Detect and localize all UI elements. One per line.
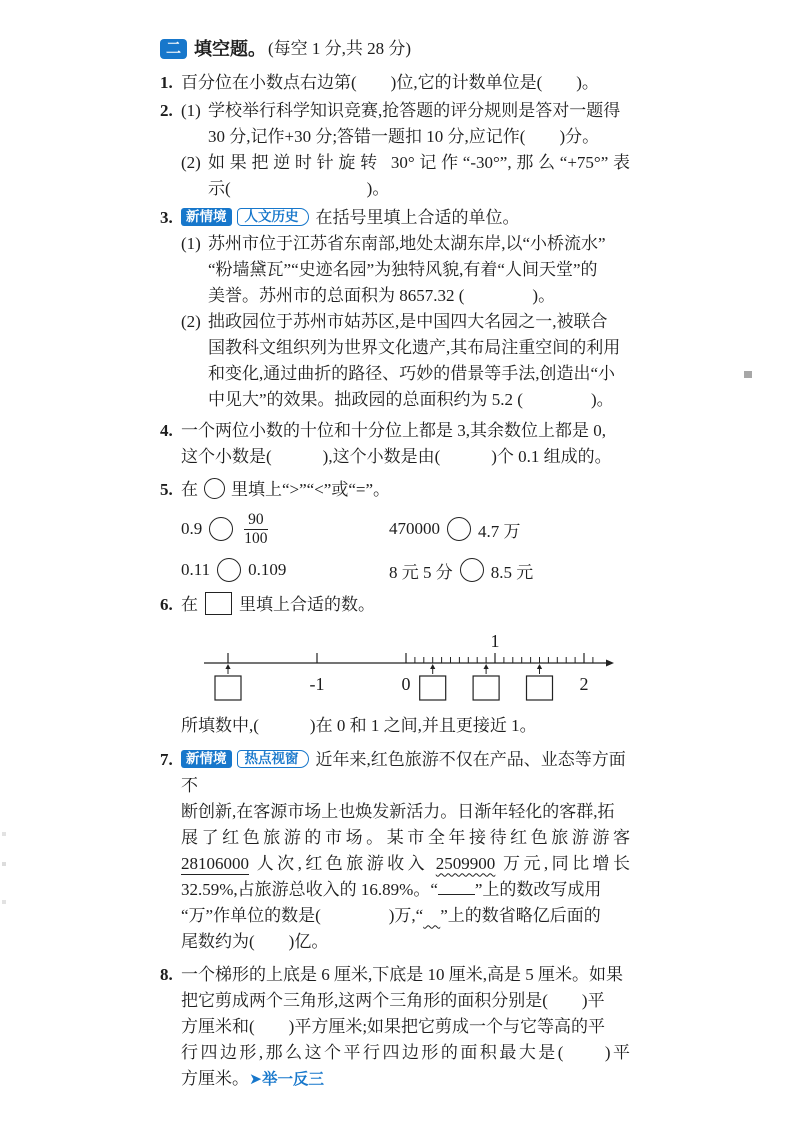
section-score-note: (每空 1 分,共 28 分) (268, 39, 412, 58)
section-number-badge: 二 (160, 39, 187, 59)
analogy-practice-link: ➤举一反三 (249, 1070, 324, 1088)
question-6-note: 所填数中,( )在 0 和 1 之间,并且更接近 1。 (181, 715, 537, 735)
comparison-left-value: 0.9 (181, 519, 203, 539)
question-8-line: 把它剪成两个三角形,这两个三角形的面积分别是( )平 (181, 990, 605, 1010)
question-7-text: ”上的数改写成用 (474, 879, 602, 899)
question-7-line-3: 展了红色旅游的市场。某市全年接待红色旅游游客 (181, 827, 630, 847)
question-3-part-1 (181, 231, 630, 309)
question-5-intro-suffix: 里填上“>”“<”或“=”。 (231, 480, 391, 499)
question-5-number: 5. (160, 480, 173, 499)
section-title: 填空题。 (194, 39, 266, 59)
comparison-row-1 (181, 511, 630, 548)
question-7-text: “万”作单位的数是( )万,“ (181, 905, 424, 925)
question-8-line: 方厘米和( )平方厘米;如果把它剪成一个与它等高的平 (181, 1016, 606, 1036)
question-7-text: ”上的数省略亿后面的 (440, 905, 601, 925)
question-2-2-line: 示( )。 (208, 179, 390, 198)
comparison-item (181, 511, 389, 548)
svg-text:-1: -1 (309, 673, 325, 694)
comparison-left-value: 0.11 (181, 560, 211, 580)
question-7-text: 32.59%,占旅游总收入的 16.89%。“ (181, 879, 438, 899)
question-6-intro-suffix: 里填上合适的数。 (239, 594, 375, 614)
svg-text:0: 0 (401, 673, 411, 694)
question-4 (160, 418, 630, 470)
question-6-intro (181, 592, 630, 618)
question-1-number: 1. (160, 73, 173, 92)
question-6-intro-prefix: 在 (181, 594, 198, 614)
question-7-line-5 (181, 877, 630, 903)
question-8-line: 一个梯形的上底是 6 厘米,下底是 10 厘米,高是 5 厘米。如果 (181, 964, 623, 984)
question-3 (160, 205, 630, 413)
question-8-line: 行四边形,那么这个平行四边形的面积最大是( )平 (181, 1042, 630, 1062)
comparison-grid (160, 511, 630, 583)
question-3-1-line: 美誉。苏州市的总面积为 8657.32 ( )。 (208, 286, 556, 305)
question-2-part-1 (181, 98, 630, 150)
comparison-right-value: 0.109 (248, 560, 287, 580)
question-5-intro (181, 477, 630, 503)
question-1 (160, 70, 630, 96)
comparison-right-value: 4.7 万 (478, 521, 521, 541)
fraction-denominator: 100 (244, 529, 268, 547)
number-line-svg (197, 628, 627, 706)
scan-artifact (2, 900, 6, 904)
fill-blank-wavy (423, 903, 440, 929)
question-4-line: 一个两位小数的十位和十分位上都是 3,其余数位上都是 0, (181, 421, 606, 440)
question-3-1-line: “粉墙黛瓦”“史迹名园”为独特风貌,有着“人间天堂”的 (208, 260, 598, 279)
number-line-figure (197, 628, 630, 711)
question-7-line-7: 尾数约为( )亿。 (181, 931, 329, 951)
question-5-intro-prefix: 在 (181, 480, 198, 499)
question-7-line-1 (181, 747, 630, 799)
question-3-2-line: 国教科文组织列为世界文化遗产,其布局注重空间的利用 (208, 338, 621, 357)
question-7-text: 近年来,红色旅游不仅在产品、业态等方面不 (181, 749, 626, 795)
question-1-text: 百分位在小数点右边第( )位,它的计数单位是( )。 (181, 73, 599, 92)
question-7-text: 人次,红色旅游收入 (249, 853, 436, 873)
svg-text:1: 1 (490, 630, 500, 651)
question-3-intro-text: 在括号里填上合适的单位。 (315, 208, 520, 227)
question-2-1-line: 30 分,记作+30 分;答错一题扣 10 分,应记作( )分。 (208, 127, 600, 146)
question-6 (160, 592, 630, 739)
question-3-2-line: 拙政园位于苏州市姑苏区,是中国四大名园之一,被联合 (208, 312, 608, 331)
question-8-number: 8. (160, 964, 173, 984)
question-8 (160, 962, 630, 1093)
question-3-2-line: 中见大”的效果。拙政园的总面积约为 5.2 ( )。 (208, 390, 614, 409)
question-8-last-line (181, 1066, 630, 1093)
svg-text:2: 2 (579, 673, 589, 694)
question-7-line-6 (181, 903, 630, 929)
underlined-number: 28106000 (181, 853, 249, 873)
question-2-1-line: 学校举行科学知识竞赛,抢答题的评分规则是答对一题得 (208, 101, 621, 120)
part-2-tag: (2) (181, 312, 201, 331)
question-7-number: 7. (160, 749, 173, 769)
question-7-line-4 (181, 851, 630, 877)
fill-blank-straight (438, 879, 475, 895)
comparison-circle-glyph (204, 478, 225, 499)
comparison-circle (217, 558, 241, 582)
scan-artifact (2, 862, 6, 866)
question-7 (160, 747, 630, 955)
fraction-numerator: 90 (244, 511, 268, 530)
comparison-left-value: 470000 (389, 519, 440, 539)
part-2-tag: (2) (181, 153, 201, 172)
hot-topic-badge: 热点视窗 (237, 750, 309, 768)
question-2-part-2 (181, 150, 630, 202)
question-5 (160, 477, 630, 503)
question-8-text: 方厘米。 (181, 1068, 249, 1088)
comparison-item (389, 558, 533, 583)
comparison-left-value: 8 元 5 分 (389, 562, 453, 582)
question-3-number: 3. (160, 208, 173, 227)
new-scenario-badge: 新情境 (181, 750, 232, 768)
question-2-2-line: 如果把逆时针旋转 30°记作“-30°”,那么“+75°”表 (208, 153, 630, 172)
section-header (160, 36, 630, 62)
comparison-item (389, 517, 521, 542)
question-3-part-2 (181, 309, 630, 413)
comparison-circle (447, 517, 471, 541)
question-3-intro (181, 205, 630, 231)
scan-artifact (2, 832, 6, 836)
question-7-line-2: 断创新,在客源市场上也焕发新活力。日渐年轻化的客群,拓 (181, 801, 615, 821)
question-2-number: 2. (160, 101, 173, 120)
comparison-right-value: 8.5 元 (490, 562, 534, 582)
comparison-item (181, 558, 389, 582)
part-1-tag: (1) (181, 234, 201, 253)
question-3-1-line: 苏州市位于江苏省东南部,地处太湖东岸,以“小桥流水” (208, 234, 606, 253)
fraction (240, 511, 271, 548)
scan-artifact (744, 371, 752, 378)
question-7-text: 万元,同比增长 (495, 853, 631, 873)
new-scenario-badge: 新情境 (181, 208, 232, 226)
humanities-history-badge: 人文历史 (237, 208, 309, 226)
answer-square-glyph (205, 592, 232, 615)
worksheet-content (160, 36, 630, 1093)
question-4-line: 这个小数是( ),这个小数是由( )个 0.1 组成的。 (181, 447, 612, 466)
part-1-tag: (1) (181, 101, 201, 120)
comparison-circle (209, 517, 233, 541)
comparison-circle (460, 558, 484, 582)
question-4-number: 4. (160, 421, 173, 440)
comparison-row-2 (181, 558, 630, 583)
question-2 (160, 98, 630, 202)
question-3-2-line: 和变化,通过曲折的路径、巧妙的借景等手法,创造出“小 (208, 364, 616, 383)
wavy-underlined-number: 2509900 (435, 853, 496, 873)
question-6-number: 6. (160, 594, 173, 614)
